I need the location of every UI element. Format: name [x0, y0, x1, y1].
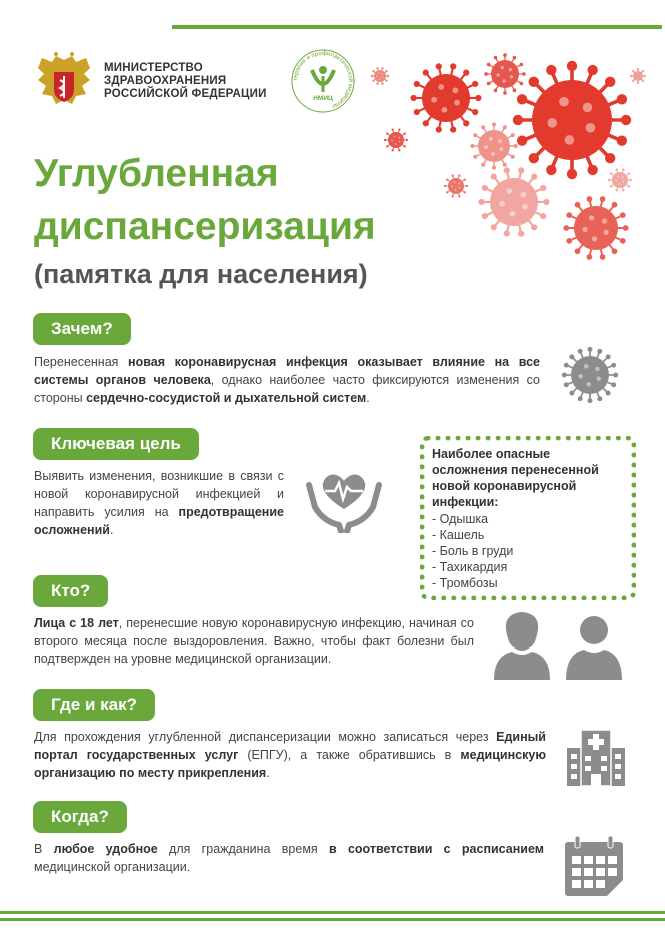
virus-particle [562, 347, 618, 403]
ministry-name: МИНИСТЕРСТВО ЗДРАВООХРАНЕНИЯ РОССИЙСКОЙ ФЕДЕРАЦИИ [104, 62, 267, 100]
list-item: - Одышка [432, 511, 513, 527]
page-subtitle: (памятка для населения) [34, 259, 368, 289]
list-item: - Кашель [432, 527, 513, 543]
svg-text:терапии и профилактической мед: терапии и профилактической медицины [292, 50, 354, 110]
virus-particle [478, 167, 549, 236]
heart-hands-icon [305, 463, 383, 533]
section-why-label: Зачем? [33, 313, 131, 345]
virus-particle [563, 196, 628, 260]
top-divider [172, 25, 662, 29]
bottom-divider [0, 911, 665, 914]
section-why-text: Перенесенная новая коронавирусная инфекция оказывает влияние на все системы органов человека, однако наиболее часто фиксируются изменения со стороны сердечно-сосудистой и дыхательной систем. [34, 355, 540, 405]
section-goal-text: Выявить изменения, возникшие в связи с новой коронавирусной инфекцией и направить усилия на предотвращение осложнений. [34, 469, 284, 537]
hospital-icon [565, 724, 627, 786]
page-title-line1: Углубленная [34, 152, 279, 195]
section-who-label: Кто? [33, 575, 108, 607]
svg-text:НМИЦ: НМИЦ [313, 95, 333, 102]
nmic-logo [290, 48, 356, 114]
virus-particle [630, 68, 646, 84]
complications-list [432, 511, 513, 591]
virus-particle [384, 129, 408, 152]
section-where-label: Где и как? [33, 689, 155, 721]
virus-particle [371, 67, 390, 85]
list-item: - Тромбозы [432, 575, 513, 591]
calendar-icon [563, 834, 625, 898]
section-when-text: В любое удобное для гражданина время в соответствии с расписанием медицинской организации. [34, 842, 545, 874]
virus-gray-icon [559, 344, 621, 406]
virus-illustration [360, 52, 660, 262]
people-icon [490, 608, 630, 680]
bottom-divider-2 [0, 918, 665, 921]
page-title-line2: диспансеризация [34, 205, 376, 248]
virus-particle [513, 61, 631, 179]
list-item: - Тахикардия [432, 559, 513, 575]
coat-of-arms-icon [34, 52, 94, 114]
complications-title: Наиболее опасные осложнения перенесенной новой коронавирусной инфекции: [432, 447, 599, 509]
list-item: - Боль в груди [432, 543, 513, 559]
virus-particle [608, 169, 632, 192]
virus-particle [470, 122, 517, 169]
virus-particle [484, 53, 525, 94]
section-when-label: Когда? [33, 801, 127, 833]
section-where-text: Для прохождения углубленной диспансеризации можно записаться через Единый портал государственных услуг (ЕПГУ), а также обратившись в медицинскую организацию по месту прикрепления. [34, 730, 546, 780]
section-goal-label: Ключевая цель [33, 428, 199, 460]
virus-particle [410, 63, 481, 132]
section-who-text: Лица с 18 лет, перенесшие новую коронавирусную инфекцию, начиная со второго месяца после выздоровления. Важно, чтобы факт болезни был подтвержден на уровне медицинской организации. [34, 616, 474, 666]
virus-particle [444, 175, 468, 198]
